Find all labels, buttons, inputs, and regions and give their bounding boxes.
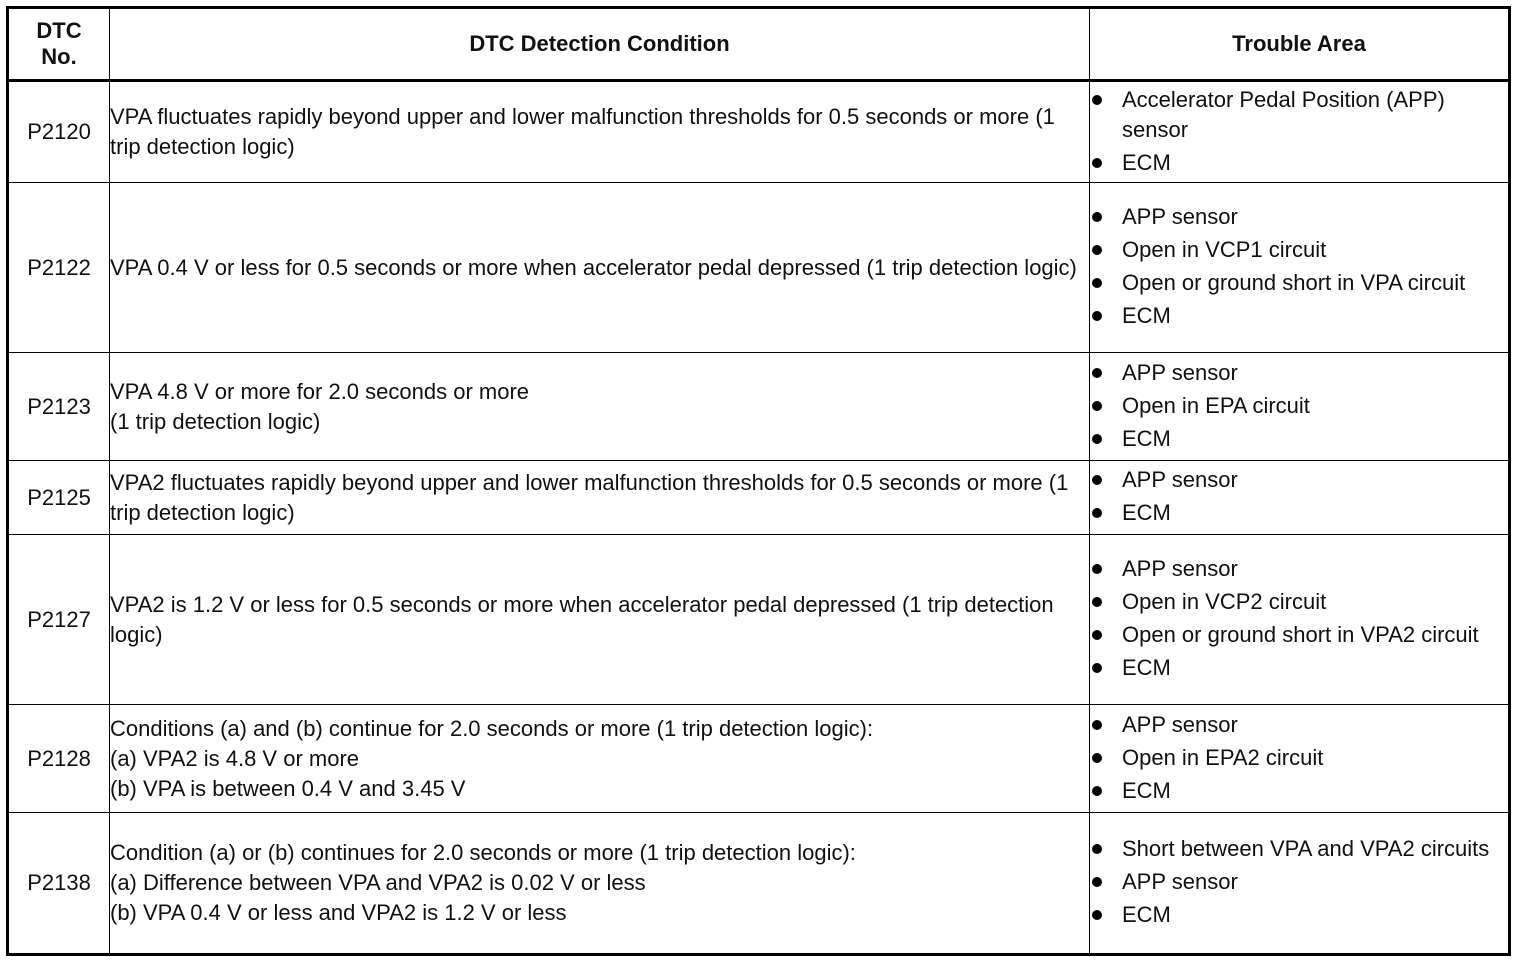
trouble-area-item	[1090, 424, 1508, 454]
trouble-area-list	[1090, 834, 1508, 930]
trouble-area-text: Accelerator Pedal Position (APP) sensor	[1122, 86, 1445, 142]
trouble-area-text: Open in VCP1 circuit	[1122, 237, 1327, 262]
bullet-dot-icon	[1092, 508, 1102, 518]
trouble-area-text: ECM	[1122, 500, 1171, 525]
trouble-area-item	[1090, 235, 1508, 265]
trouble-area-item	[1090, 358, 1508, 388]
table-row	[8, 461, 1510, 535]
bullet-dot-icon	[1092, 401, 1102, 411]
trouble-area-item	[1090, 776, 1508, 806]
condition-text: Condition (a) or (b) continues for 2.0 seconds or more (1 trip detection logic):	[110, 840, 856, 865]
detection-condition-cell	[110, 353, 1090, 461]
bullet-dot-icon	[1092, 597, 1102, 607]
condition-text: VPA2 fluctuates rapidly beyond upper and lower malfunction thresholds for 0.5 seconds or more (1 trip detection logic)	[110, 469, 1069, 525]
header-detection-condition: DTC Detection Condition	[110, 8, 1090, 81]
condition-text: (a) Difference between VPA and VPA2 is 0.02 V or less	[110, 870, 646, 895]
trouble-area-cell	[1090, 535, 1510, 705]
table-row	[8, 353, 1510, 461]
bullet-dot-icon	[1092, 663, 1102, 673]
bullet-dot-icon	[1092, 368, 1102, 378]
bullet-dot-icon	[1092, 877, 1102, 887]
condition-text: VPA 0.4 V or less for 0.5 seconds or more when accelerator pedal depressed (1 trip detection logic)	[110, 254, 1077, 280]
bullet-dot-icon	[1092, 212, 1102, 222]
table-row	[8, 813, 1510, 955]
trouble-area-item	[1090, 465, 1508, 495]
header-trouble-area: Trouble Area	[1090, 8, 1510, 81]
bullet-dot-icon	[1092, 245, 1102, 255]
bullet-dot-icon	[1092, 844, 1102, 854]
dtc-code-cell: P2123	[8, 353, 110, 461]
trouble-area-item	[1090, 85, 1508, 145]
detection-condition-cell	[110, 535, 1090, 705]
detection-condition-cell	[110, 813, 1090, 955]
trouble-area-item	[1090, 498, 1508, 528]
trouble-area-cell	[1090, 81, 1510, 183]
trouble-area-text: APP sensor	[1122, 204, 1238, 229]
dtc-code-cell: P2120	[8, 81, 110, 183]
header-dtc-no-line1: DTC	[36, 18, 82, 43]
trouble-area-text: ECM	[1122, 303, 1171, 328]
trouble-area-text: Open in EPA2 circuit	[1122, 744, 1324, 770]
trouble-area-item	[1090, 653, 1508, 683]
bullet-dot-icon	[1092, 95, 1102, 105]
trouble-area-item	[1090, 620, 1508, 650]
trouble-area-text: APP sensor	[1122, 556, 1238, 581]
condition-text: VPA fluctuates rapidly beyond upper and lower malfunction thresholds for 0.5 seconds or more (1 trip detection logic)	[110, 104, 1055, 159]
trouble-area-text: ECM	[1122, 425, 1171, 451]
trouble-area-text: APP sensor	[1122, 869, 1238, 894]
bullet-dot-icon	[1092, 311, 1102, 321]
trouble-area-list	[1090, 85, 1508, 178]
trouble-area-text: ECM	[1122, 777, 1171, 803]
bullet-dot-icon	[1092, 434, 1102, 444]
bullet-dot-icon	[1092, 786, 1102, 796]
dtc-table	[6, 6, 1511, 956]
trouble-area-text: ECM	[1122, 655, 1171, 680]
bullet-dot-icon	[1092, 475, 1102, 485]
trouble-area-item	[1090, 301, 1508, 331]
table-row	[8, 535, 1510, 705]
bullet-dot-icon	[1092, 278, 1102, 288]
table-row	[8, 705, 1510, 813]
trouble-area-item	[1090, 148, 1508, 178]
trouble-area-text: APP sensor	[1122, 711, 1238, 737]
detection-condition-cell	[110, 461, 1090, 535]
trouble-area-item	[1090, 587, 1508, 617]
trouble-area-cell	[1090, 705, 1510, 813]
header-dtc-no-line2: No.	[41, 44, 77, 69]
dtc-code-cell: P2125	[8, 461, 110, 535]
trouble-area-item	[1090, 710, 1508, 740]
trouble-area-cell	[1090, 813, 1510, 955]
trouble-area-item	[1090, 867, 1508, 897]
bullet-dot-icon	[1092, 720, 1102, 730]
trouble-area-text: Short between VPA and VPA2 circuits	[1122, 836, 1490, 861]
trouble-area-cell	[1090, 353, 1510, 461]
trouble-area-text: ECM	[1122, 902, 1171, 927]
table-row	[8, 183, 1510, 353]
trouble-area-item	[1090, 900, 1508, 930]
trouble-area-list	[1090, 710, 1508, 806]
detection-condition-cell	[110, 81, 1090, 183]
condition-text: (a) VPA2 is 4.8 V or more	[110, 745, 360, 771]
detection-condition-cell	[110, 705, 1090, 813]
trouble-area-text: ECM	[1122, 149, 1171, 175]
bullet-dot-icon	[1092, 564, 1102, 574]
trouble-area-cell	[1090, 461, 1510, 535]
dtc-code-cell: P2128	[8, 705, 110, 813]
condition-text: VPA 4.8 V or more for 2.0 seconds or more	[110, 378, 530, 404]
trouble-area-text: Open or ground short in VPA2 circuit	[1122, 622, 1479, 647]
table-header	[8, 8, 1510, 81]
table-row	[8, 81, 1510, 183]
trouble-area-list	[1090, 358, 1508, 454]
trouble-area-text: Open in EPA circuit	[1122, 392, 1310, 418]
condition-text: (1 trip detection logic)	[110, 408, 321, 434]
header-dtc-no	[8, 8, 110, 81]
trouble-area-item	[1090, 743, 1508, 773]
bullet-dot-icon	[1092, 630, 1102, 640]
dtc-code-cell: P2138	[8, 813, 110, 955]
dtc-code-cell: P2127	[8, 535, 110, 705]
trouble-area-item	[1090, 391, 1508, 421]
trouble-area-item	[1090, 834, 1508, 864]
table-body	[8, 81, 1510, 955]
trouble-area-text: Open or ground short in VPA circuit	[1122, 270, 1466, 295]
bullet-dot-icon	[1092, 910, 1102, 920]
trouble-area-list	[1090, 465, 1508, 528]
dtc-code-cell: P2122	[8, 183, 110, 353]
trouble-area-text: APP sensor	[1122, 467, 1238, 492]
trouble-area-text: APP sensor	[1122, 359, 1238, 385]
trouble-area-list	[1090, 554, 1508, 683]
condition-text: (b) VPA 0.4 V or less and VPA2 is 1.2 V or less	[110, 900, 567, 925]
condition-text: (b) VPA is between 0.4 V and 3.45 V	[110, 775, 466, 801]
trouble-area-item	[1090, 202, 1508, 232]
detection-condition-cell	[110, 183, 1090, 353]
bullet-dot-icon	[1092, 753, 1102, 763]
trouble-area-cell	[1090, 183, 1510, 353]
trouble-area-item	[1090, 554, 1508, 584]
trouble-area-item	[1090, 268, 1508, 298]
trouble-area-text: Open in VCP2 circuit	[1122, 589, 1327, 614]
trouble-area-list	[1090, 202, 1508, 331]
header-row	[8, 8, 1510, 81]
condition-text: VPA2 is 1.2 V or less for 0.5 seconds or more when accelerator pedal depressed (1 trip detection logic)	[110, 591, 1054, 647]
bullet-dot-icon	[1092, 158, 1102, 168]
condition-text: Conditions (a) and (b) continue for 2.0 seconds or more (1 trip detection logic):	[110, 715, 874, 741]
